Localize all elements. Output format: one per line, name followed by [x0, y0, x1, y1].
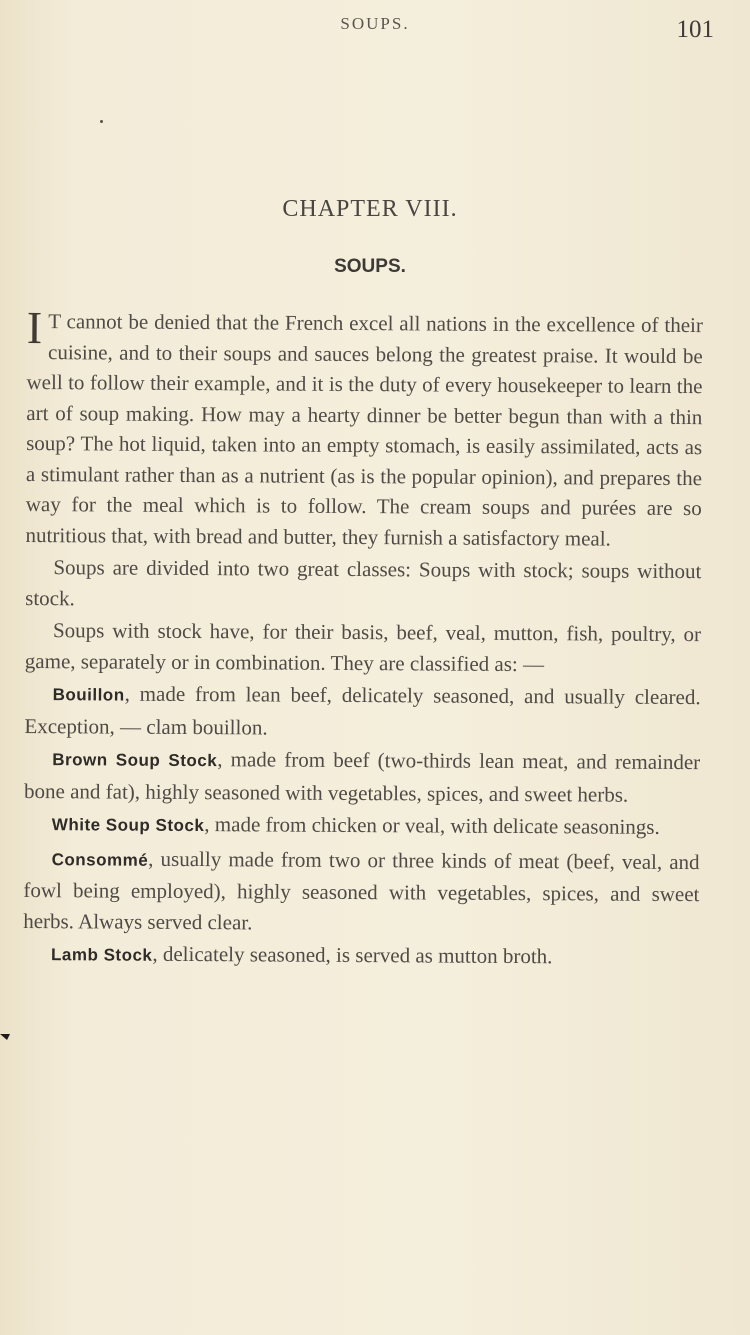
- paragraph: [25, 552, 701, 617]
- ink-speck: [100, 120, 103, 123]
- paragraph-text: T cannot be denied that the French excel all nations in the excellence of their cuisine, and to their soups and sauces belong the greatest praise. It would be well to follow their example, and it is the duty of every housekeeper to learn the art of soup making. How may a hearty dinner be better begun than with a thin soup? The hot liquid, taken into an empty stomach, is easily assimilated, acts as a stimulant rather than as a nutrient (as is the popular opinion), and prepares the way for the meal which is to follow. The cream soups and purées are so nutritious that, with bread and butter, they furnish a satisfactory meal.: [25, 309, 703, 551]
- term: Bouillon: [52, 685, 125, 705]
- paragraph-text: Soups with stock have, for their basis, beef, veal, mutton, fish, poultry, or game, separately or in combination. They are classified as: —: [24, 618, 702, 676]
- paragraph: [24, 743, 700, 810]
- paragraph-text: , usually made from two or three kinds of meat (beef, veal, and fowl being employed), highly seasoned with vegetables, spices, and sweet herbs. Always served clear.: [23, 846, 700, 934]
- paragraph: [25, 302, 703, 554]
- chapter-heading: CHAPTER VIII.: [282, 196, 458, 222]
- paragraph-text: , made from beef (two-thirds lean meat, and remainder bone and fat), highly seasoned with vegetables, spices, and sweet herbs.: [23, 747, 701, 807]
- paragraph-text: , delicately seasoned, is served as mutton broth.: [152, 941, 553, 969]
- paragraph: [25, 615, 701, 680]
- paragraph: [24, 808, 700, 845]
- paragraph: [24, 678, 700, 745]
- running-title: SOUPS.: [340, 14, 410, 33]
- drop-cap: I: [26, 302, 43, 354]
- paragraph: [23, 938, 699, 975]
- page-number: 101: [676, 16, 714, 43]
- section-title: SOUPS.: [334, 256, 406, 277]
- paragraph-text: , made from chicken or veal, with delicate seasonings.: [204, 812, 660, 839]
- paragraph: [23, 842, 700, 940]
- term: White Soup Stock: [51, 815, 205, 836]
- term: Lamb Stock: [50, 945, 153, 965]
- paragraph-text: Soups are divided into two great classes: Soups with stock; soups without stock.: [25, 555, 702, 610]
- margin-mark: [0, 1034, 10, 1040]
- body-text: [23, 302, 703, 977]
- paragraph-text: , made from lean beef, delicately seasoned, and usually cleared. Exception, — clam bouillon.: [24, 681, 701, 739]
- term: Brown Soup Stock: [52, 750, 218, 771]
- term: Consommé: [51, 849, 149, 870]
